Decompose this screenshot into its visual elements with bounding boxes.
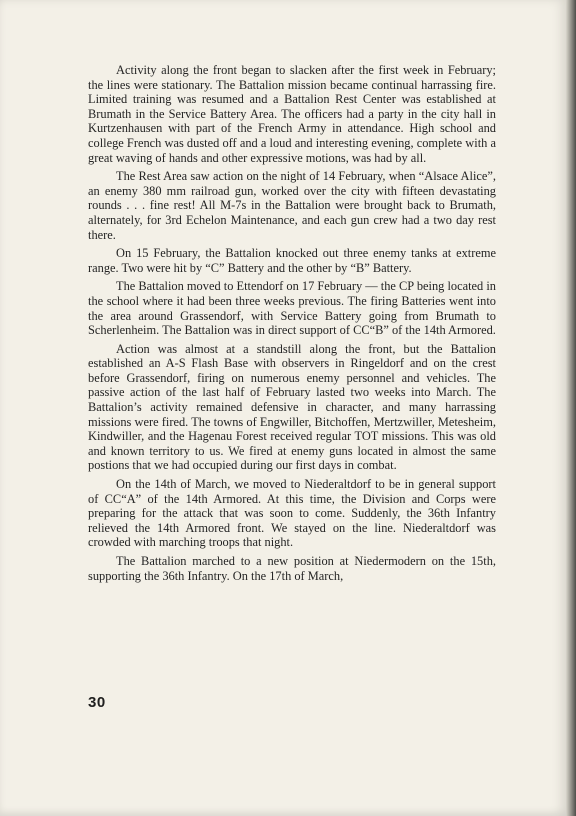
paragraph: Action was almost at a standstill along the front, but the Battalion established an A-S Flash Base with observers in Ringeldorf and on the crest before Grassendorf, firing on numerous enemy personnel and vehicles. The passive action of the last half of February lasted two weeks into March. The Battalion’s activity remained defensive in character, and many harrassing missions were fired. The towns of Engwiller, Bitchoffen, Mertzwiller, Metesheim, Kindwiller, and the Hagenau Forest received regular TOT missions. This was old and known territory to us. We fired at enemy guns located in almost the same postions that we had occupied during our first days in combat. <box>88 341 496 473</box>
paragraph: On 15 February, the Battalion knocked out three enemy tanks at extreme range. Two were hit by “C” Battery and the other by “B” Battery. <box>88 246 496 275</box>
paragraph: The Battalion moved to Ettendorf on 17 February — the CP being located in the school where it had been three weeks previous. The firing Batteries went into the area around Grassendorf, with Service Battery going from Brumath to Scherlenheim. The Battalion was in direct support of CC“B” of the 14th Armored. <box>88 279 496 338</box>
paragraph: The Battalion marched to a new position at Niedermodern on the 15th, supporting the 36th Infantry. On the 17th of March, <box>88 554 496 583</box>
paragraph: On the 14th of March, we moved to Niederaltdorf to be in general support of CC“A” of the 14th Armored. At this time, the Division and Corps were preparing for the attack that was soon to come. Suddenly, the 36th Infantry relieved the 14th Armored front. We stayed on the line. Niederaltdorf was crowded with marching troops that night. <box>88 477 496 550</box>
paragraph: The Rest Area saw action on the night of 14 February, when “Alsace Alice”, an enemy 380 mm railroad gun, worked over the city with fifteen devastating rounds . . . fine rest! All M-7s in the Battalion were brought back to Brumath, alternately, for 3rd Echelon Maintenance, and each gun crew had a two day rest there. <box>88 169 496 242</box>
page-number: 30 <box>88 694 106 711</box>
body-text <box>88 63 496 587</box>
book-spine-edge <box>566 0 576 816</box>
paragraph: Activity along the front began to slacken after the first week in February; the lines were stationary. The Battalion mission became continual harrassing fire. Limited training was resumed and a Battalion Rest Center was established at Brumath in the Service Battery Area. The officers had a party in the city hall in Kurtzenhausen with part of the French Army in attendance. High school and college French was dusted off and a loud and interesting evening, complete with a great waving of hands and other expressive motions, was had by all. <box>88 63 496 165</box>
